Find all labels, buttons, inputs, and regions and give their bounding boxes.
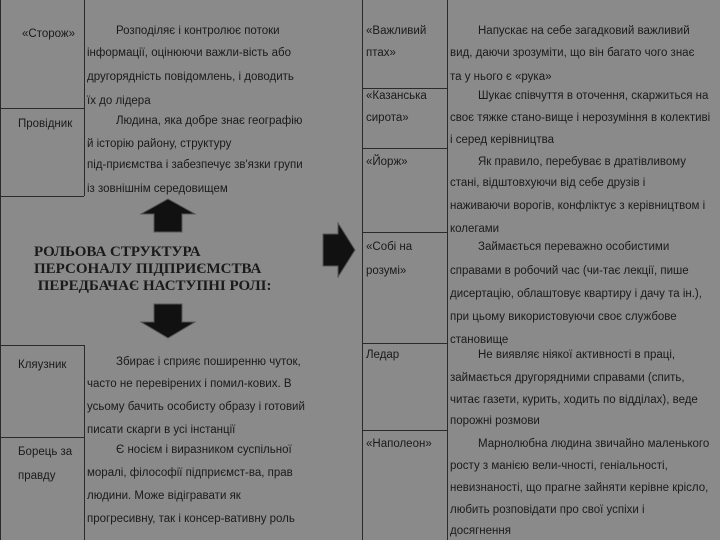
left-row-separator	[0, 437, 84, 438]
right-row-separator	[362, 430, 447, 431]
right-table-edge	[362, 0, 363, 540]
left-table-edge	[0, 0, 1, 540]
down-arrow-icon	[140, 303, 196, 339]
role-name: Ледар	[366, 349, 400, 361]
role-description: часто не перевірених і помил-кових. В	[87, 378, 292, 390]
role-name: «Йорж»	[366, 156, 408, 168]
role-description: колегами	[450, 223, 500, 235]
role-description: та у нього є «рука»	[450, 71, 552, 83]
role-description: стані, відштовхуючи від себе друзів і	[450, 177, 646, 189]
role-description: при цьому використовуючи своє службове	[450, 311, 677, 323]
role-description: Не виявляє ніякої активності в праці,	[478, 349, 676, 361]
left-table-top-lower	[0, 345, 84, 346]
role-description: невизнаності, що прагне зайняти керівне крісло,	[450, 482, 709, 494]
role-name: «Собі на	[366, 241, 413, 253]
role-name: Борець за	[18, 446, 73, 458]
role-description: усьому бачить особисту образу і готовий	[87, 401, 305, 413]
role-description: людини. Може відігравати як	[87, 490, 241, 502]
role-description: писати скарги в усі інстанції	[87, 424, 236, 436]
right-row-separator	[362, 148, 447, 149]
role-description: Розподіляє і контролює потоки	[116, 25, 280, 37]
up-arrow-icon	[140, 198, 196, 234]
role-description: Збирає і сприяє поширенню чуток,	[116, 356, 301, 368]
right-row-separator	[362, 343, 447, 344]
role-description: читає газети, курить, ходить по відділах), веде	[450, 394, 698, 406]
role-name: сирота»	[366, 112, 409, 124]
role-description: і серед керівництва	[450, 134, 554, 146]
role-description: інформації, оцінюючи важли-вість або	[87, 47, 291, 59]
role-description: становище	[450, 334, 509, 346]
role-name: птах»	[366, 47, 396, 59]
role-description: росту з манією вели-чності, геніальності,	[450, 460, 668, 472]
role-name: «Важливий	[366, 25, 427, 37]
left-table-divider	[84, 0, 85, 196]
role-description: Займається переважно особистими	[478, 241, 670, 253]
role-description: любить розповідати про свої успіхи і	[450, 504, 645, 516]
role-name: «Казанська	[366, 90, 427, 102]
right-table-divider	[447, 0, 448, 540]
right-arrow-icon	[322, 222, 356, 278]
role-description: порожні розмови	[450, 415, 540, 427]
role-description: досягнення	[450, 525, 511, 537]
role-description: дисертацію, облаштовує квартиру і дачу та ін.),	[450, 288, 702, 300]
role-description: наживаючи ворогів, конфліктує з керівництвом і	[450, 200, 706, 212]
left-table-divider-lower	[84, 345, 85, 540]
role-description: другорядність повідомлень, і доводить	[87, 71, 294, 83]
role-description: й історію району, структуру	[87, 138, 232, 150]
role-description: Шукає співчуття в оточення, скаржиться на	[478, 90, 709, 102]
role-name: розумі»	[366, 265, 407, 277]
role-name: правду	[18, 470, 56, 482]
left-table-bottom	[0, 196, 84, 197]
role-description: Марнолюбна людина звичайно маленького	[478, 438, 710, 450]
page-title: РОЛЬОВА СТРУКТУРА ПЕРСОНАЛУ ПІДПРИЄМСТВА ПЕРЕДБАЧАЄ НАСТУПНІ РОЛІ:	[34, 244, 272, 294]
role-description: прогресивну, так і консер-вативну роль	[87, 513, 295, 525]
role-name: «Сторож»	[22, 28, 75, 40]
role-description: під-приємства і забезпечує зв'язки групи	[87, 159, 303, 171]
role-description: справами в робочий час (чи-тає лекції, пише	[450, 265, 689, 277]
role-description: Напускає на себе загадковий важливий	[478, 25, 690, 37]
role-description: вид, даючи зрозуміти, що він багато чого знає	[450, 47, 695, 59]
role-description: Людина, яка добре знає географію	[116, 115, 303, 127]
role-name: Провідник	[18, 118, 73, 130]
role-description: їх до лідера	[87, 95, 151, 107]
role-name: Кляузник	[18, 359, 67, 371]
role-description: Є носієм і виразником суспільної	[116, 444, 292, 456]
right-row-separator	[362, 232, 447, 233]
role-description: займається другорядними справами (спить,	[450, 372, 685, 384]
left-row-separator	[0, 108, 84, 109]
role-name: «Наполеон»	[366, 438, 432, 450]
role-description: Як правило, перебуває в дратівливому	[478, 156, 687, 168]
role-description: моралі, філософії підприємст-ва, прав	[87, 467, 293, 479]
role-description: із зовнішнім середовищем	[87, 183, 228, 195]
role-description: своє тяжке стано-вище і нерозуміння в колективі	[450, 112, 711, 124]
